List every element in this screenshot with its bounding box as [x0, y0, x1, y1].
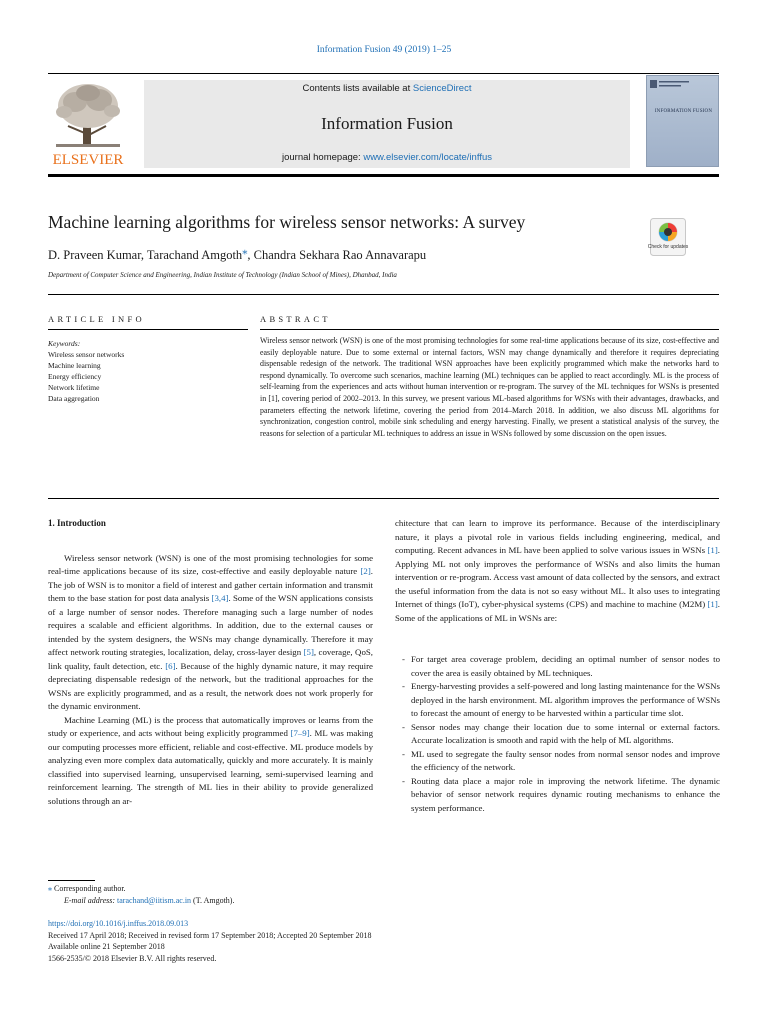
paragraph-text: chitecture that can learn to improve its performance. Because of the interdisciplinary nature, it plays a pivotal role in various fields including engineering, medical, and computing. Recent advances in ML have been applied to solve various issues in WSNs [395, 518, 720, 555]
header-thick-rule [48, 174, 719, 177]
available-online-date: Available online 21 September 2018 [48, 942, 165, 951]
author-affiliation: Department of Computer Science and Engineering, Indian Institute of Technology (Indian School of Mines), Dhanbad, India [48, 271, 397, 279]
cover-title: INFORMATION FUSION [654, 109, 713, 114]
contents-prefix: Contents lists available at [302, 83, 413, 94]
keyword-item: Network lifetime [48, 383, 100, 392]
corresponding-author-note [48, 883, 448, 895]
list-item [395, 680, 720, 721]
citation-link[interactable]: [3,4] [211, 593, 229, 603]
citation-link[interactable]: [1] [707, 599, 718, 609]
journal-homepage-link[interactable]: www.elsevier.com/locate/inffus [363, 152, 492, 163]
footnote-text: Corresponding author. [52, 884, 126, 893]
abstract-bottom-rule [48, 498, 719, 499]
article-info-heading: ARTICLE INFO [48, 314, 145, 324]
paragraph-text: . Some of the WSN applications consists of a large number of sensor nodes. Therefore managing such a large number of nodes requires a scalable and efficient algorithms. In addition, due to the external causes or intended by the system designers, the WSNs may change dynamically. Therefore it may affect network routing strategies, localization, delay, cross-layer design [48, 593, 373, 657]
article-info-rule [48, 329, 248, 330]
paragraph-text: Wireless sensor network (WSN) is one of the most promising technologies for some real-time applications because of its size, cost-effective and easily deployable nature [48, 552, 373, 576]
footnote [48, 883, 448, 907]
keyword-item: Energy efficiency [48, 372, 102, 381]
contents-availability-line [144, 83, 630, 94]
paragraph-text: Machine Learning (ML) is the process that automatically improves or learns from the study or experience, and acts without being explicitly programmed [48, 714, 373, 738]
body-column-left [48, 517, 373, 808]
elsevier-tree-icon [48, 80, 128, 168]
homepage-prefix: journal homepage: [281, 152, 364, 163]
paragraph-text: . The job of WSN is to monitor a field of interest and gather certain information and transmit them to the base station for post data analysis [48, 566, 373, 603]
abstract-text: Wireless sensor network (WSN) is one of the most promising technologies for some real-time applications because of its size, cost-effective and easily deployable nature. Due to some external or internal factors, WSN may change dynamically and therefore it requires depreciating dispensable redesign of the network. The traditional WSN approaches have been explicitly programmed which make the networks hard to respond dynamically. To overcome such scenarios, machine learning (ML) techniques can be applied to react accordingly. ML is the process of self-learning from the experiences and acts without human intervention or re-program. The survey of the ML techniques for WSNs is presented in [1], covering period of 2002–2013. In this survey, we present various ML-based algorithms for WSNs with their advantages, drawbacks, and parameters effecting the network lifetime, covering the period from 2014–March 2018. In addition, we also discuss ML algorithms for synchronization, congestion control, mobile sink scheduling and energy harvesting. Finally, we present a statistical analysis of the survey, the reasons for selection of a particular ML techniques to address an issue in WSNs followed by some discussion on the open issues. [260, 336, 719, 438]
elsevier-logo [48, 80, 128, 168]
paragraph-text: . Because of the highly dynamic nature, it may require depreciating dispensable redesign of the network, but the traditional approaches for the WSNs are explicitly programmed, and as a result, the network does not work properly for the dynamic environment. [48, 660, 373, 711]
list-bullet: - [402, 654, 405, 664]
corresponding-author-mark[interactable]: ⁎ [242, 246, 248, 257]
footnote-rule [48, 880, 95, 881]
author-list [48, 245, 426, 263]
citation-link[interactable]: [6] [165, 660, 176, 671]
footnote-mark: ⁎ [48, 884, 52, 893]
author-email-link[interactable]: tarachand@iitism.ac.in [117, 896, 192, 905]
journal-cover-image [646, 75, 719, 167]
email-line [48, 895, 448, 907]
list-item-text: Sensor nodes may change their location due to some internal or external factors. Accurate localization is smooth and rapid with the help of ML algorithms. [411, 721, 720, 745]
list-bullet: - [402, 748, 405, 759]
keyword-item: Data aggregation [48, 394, 100, 403]
intro-paragraph-1 [48, 552, 373, 714]
intro-paragraph-2 [48, 714, 373, 809]
citation-link[interactable]: [1] [707, 545, 718, 555]
list-item [395, 775, 720, 816]
keyword-item: Machine learning [48, 361, 101, 370]
title-block-rule [48, 294, 719, 295]
email-suffix: (T. Amgoth). [191, 896, 235, 905]
crossmark-icon [647, 218, 689, 256]
journal-citation-link[interactable]: Information Fusion 49 (2019) 1–25 [316, 45, 452, 55]
intro-paragraph-2-continued [395, 517, 720, 625]
paragraph-text: . ML was making our computing processes more efficient, reliable and cost-effective. ML produce models by analyzing even more complex data automatically, quickly and more accurately. It is mainly classified into supervised learning, unsupervised learning, semi-supervised learning and reinforcement learning. The strength of ML lies in their ability to provide generalized solutions through an ar- [48, 728, 373, 806]
keywords-block [48, 338, 248, 404]
keywords-label: Keywords: [48, 339, 81, 348]
abstract-rule [260, 329, 719, 330]
list-item [395, 653, 720, 680]
list-bullet: - [402, 721, 405, 732]
list-item-text: Energy-harvesting provides a self-powered and long lasting maintenance for the WSNs deployed in the harsh environment. ML algorithm improves the performance of WSNs to forecast the amount of energy to be harvested within a particular time slot. [411, 681, 720, 718]
email-label: E-mail address: [64, 896, 116, 905]
paragraph-text: . Applying ML not only improves the performance of WSNs and also limits the human intervention or re-program. Access vast amount of data collected by the sensors, and extract the useful information from the data is not so easy without ML. It also uses to integrating Internet of things (IoT), cyber-physical systems (CPS) and machine to machine (M2M) [395, 545, 720, 609]
list-item [395, 748, 720, 775]
check-for-updates-badge[interactable] [647, 218, 689, 256]
list-item-text: Routing data place a major role in improving the network lifetime. The dynamic behavior of sensor network requires dynamic routing mechanisms to enhance the system performance. [411, 775, 720, 813]
elsevier-wordmark: ELSEVIER [52, 152, 124, 168]
author-2: Tarachand Amgoth [146, 248, 243, 263]
list-item-text: ML used to segregate the faulty sensor nodes from normal sensor nodes and improve the efficiency of the network. [411, 748, 720, 772]
header-top-rule [48, 73, 719, 74]
doi-link[interactable]: https://doi.org/10.1016/j.inffus.2018.09.013 [48, 919, 189, 928]
citation-link[interactable]: [7–9] [290, 728, 310, 738]
section-heading-introduction: 1. Introduction [48, 518, 106, 528]
sciencedirect-link[interactable]: ScienceDirect [412, 83, 472, 94]
author-1: D. Praveen Kumar, [48, 248, 147, 263]
cover-logo-icon [648, 78, 719, 98]
received-dates: Received 17 April 2018; Received in revised form 17 September 2018; Accepted 20 September 2018 [48, 930, 372, 940]
copyright-line: 1566-2535/© 2018 Elsevier B.V. All rights reserved. [48, 953, 217, 963]
journal-name: Information Fusion [321, 114, 453, 133]
ml-applications-list [395, 653, 720, 815]
paragraph-text: . Some of the applications of ML in WSNs are: [395, 599, 720, 623]
body-column-right [395, 517, 720, 815]
list-bullet: - [402, 681, 405, 691]
list-bullet: - [402, 775, 405, 786]
abstract-heading: ABSTRACT [260, 314, 331, 324]
list-item-text: For target area coverage problem, deciding an optimal number of sensor nodes to cover the area is easily obtained by ML techniques. [411, 654, 720, 678]
keyword-item: Wireless sensor networks [48, 350, 125, 359]
article-footer [48, 918, 548, 964]
citation-link[interactable]: [2] [360, 566, 371, 576]
citation-link[interactable]: [5] [303, 647, 314, 657]
journal-homepage-line [144, 152, 630, 163]
paragraph-text: , coverage, QoS, link quality, fault detection, etc. [48, 647, 373, 671]
list-item [395, 721, 720, 748]
paper-title: Machine learning algorithms for wireless sensor networks: A survey [48, 212, 526, 232]
crossmark-label: Check for updates [647, 244, 689, 250]
author-3: , Chandra Sekhara Rao Annavarapu [247, 248, 427, 263]
